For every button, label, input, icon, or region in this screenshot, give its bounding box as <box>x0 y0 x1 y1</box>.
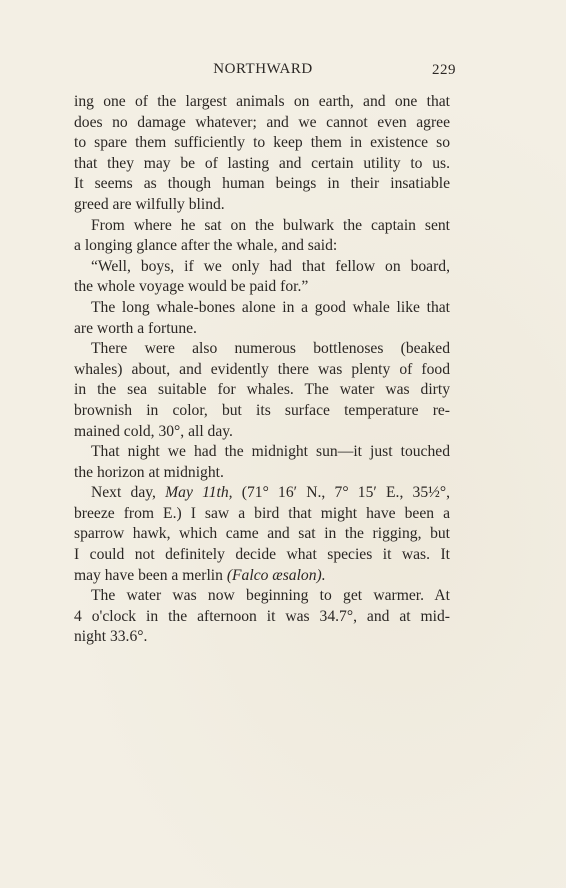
paragraph <box>74 92 450 216</box>
text-line: the horizon at midnight. <box>74 463 224 481</box>
paragraph <box>74 298 450 339</box>
text-run: Next day, <box>91 484 166 502</box>
text-line: brownish in color, but its surface temperature re- <box>74 401 450 419</box>
text-line: The water was now beginning to get warmer. At <box>91 587 450 605</box>
paragraph <box>74 339 450 442</box>
running-head <box>74 61 456 81</box>
text-line <box>74 483 450 504</box>
text-line: “Well, boys, if we only had that fellow on board, <box>91 257 450 275</box>
paragraph <box>74 257 450 298</box>
paragraph <box>74 483 450 586</box>
page-number: 229 <box>432 62 456 78</box>
text-line: sparrow hawk, which came and sat in the rigging, but <box>74 525 450 543</box>
text-line: mained cold, 30°, all day. <box>74 422 233 440</box>
text-line: I could not definitely decide what species it was. It <box>74 546 450 564</box>
text-line: to spare them sufficiently to keep them in existence so <box>74 134 450 152</box>
text-line: the whole voyage would be paid for.” <box>74 278 309 296</box>
paragraph <box>74 442 450 483</box>
running-title: NORTHWARD <box>213 61 313 77</box>
text-line: ing one of the largest animals on earth, and one that <box>74 93 450 110</box>
text-line: a longing glance after the whale, and said: <box>74 237 338 255</box>
text-line: that they may be of lasting and certain utility to us. <box>74 154 450 172</box>
text-line: are worth a fortune. <box>74 319 197 337</box>
text-line: night 33.6°. <box>74 628 148 646</box>
text-line: breeze from E.) I saw a bird that might have been a <box>74 504 450 522</box>
text-line: There were also numerous bottlenoses (beaked <box>91 340 450 358</box>
body-text <box>74 92 450 648</box>
paragraph <box>74 586 450 648</box>
paragraph <box>74 216 450 257</box>
text-line: whales) about, and evidently there was plenty of food <box>74 360 450 378</box>
text-run: may have been a merlin <box>74 566 227 584</box>
text-run: (71° 16′ N., 7° 15′ E., 35½°, <box>232 484 450 502</box>
date-italic: May 11th, <box>165 484 233 502</box>
text-line: does no damage whatever; and we cannot even agree <box>74 113 450 131</box>
text-line: The long whale-bones alone in a good whale like that <box>91 298 450 316</box>
text-line: From where he sat on the bulwark the captain sent <box>91 216 450 234</box>
text-line: 4 o'clock in the afternoon it was 34.7°, and at mid- <box>74 607 450 625</box>
text-line: It seems as though human beings in their insatiable <box>74 175 450 193</box>
species-name-italic: (Falco æsalon). <box>226 566 326 584</box>
text-line: greed are wilfully blind. <box>74 195 225 213</box>
text-line: in the sea suitable for whales. The water was dirty <box>74 381 450 399</box>
text-line: That night we had the midnight sun—it just touched <box>91 443 450 461</box>
text-line <box>74 566 450 587</box>
